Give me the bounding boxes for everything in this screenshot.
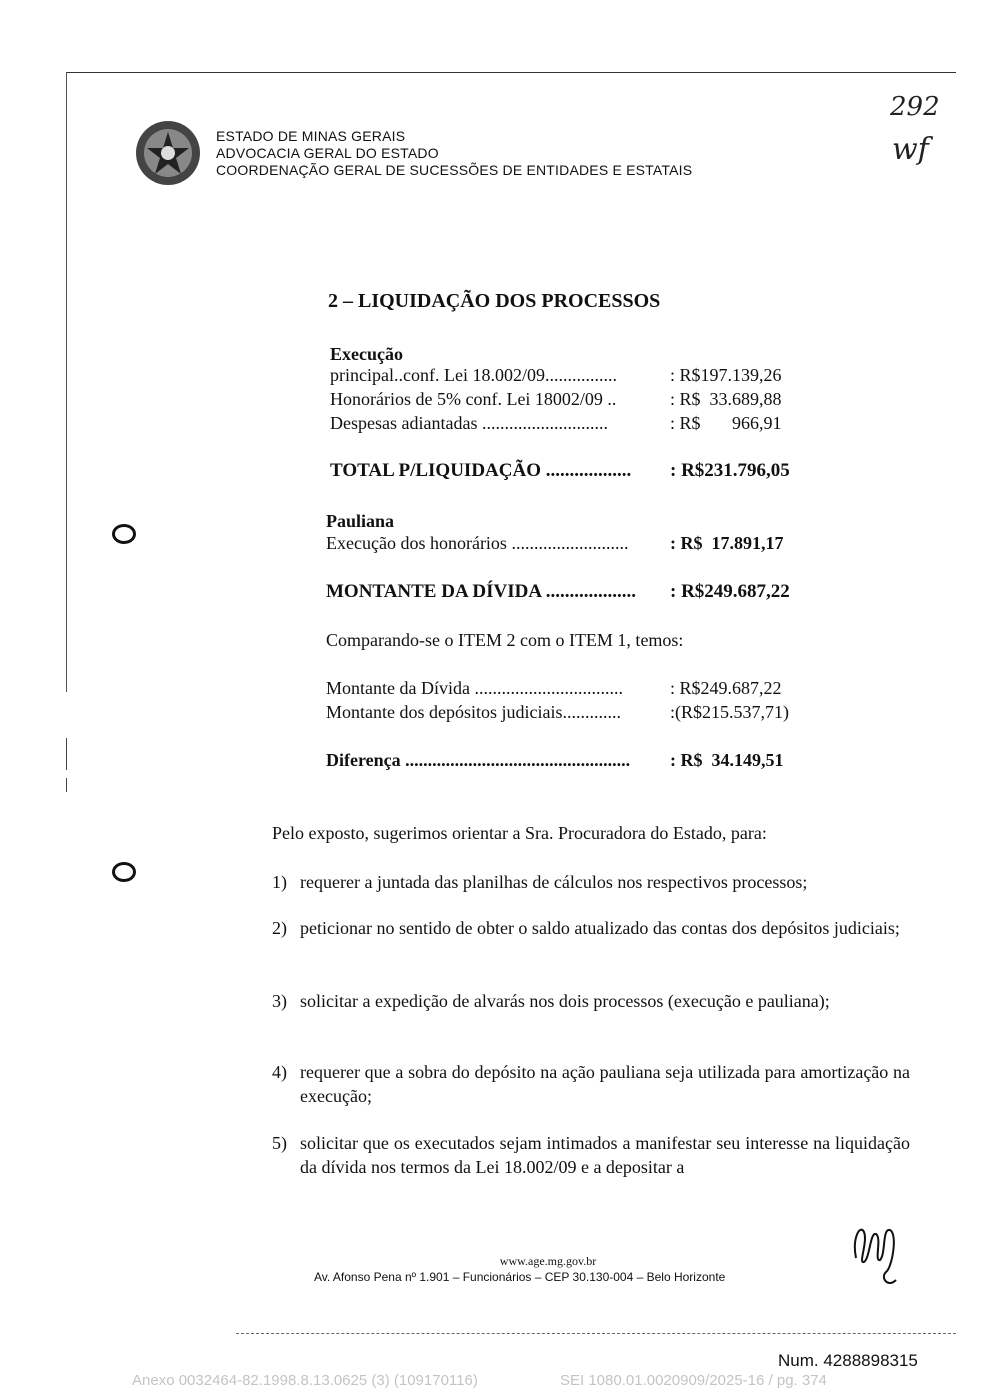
list-item <box>272 1060 910 1108</box>
montante-value: : R$249.687,22 <box>670 581 790 602</box>
handwritten-page-number: 292 <box>890 92 940 122</box>
header-department: COORDENAÇÃO GERAL DE SUCESSÕES DE ENTIDADES E ESTATAIS <box>216 162 693 178</box>
total-label: TOTAL P/LIQUIDAÇÃO .................. <box>330 460 632 481</box>
annex-stamp: Anexo 0032464-82.1998.8.13.0625 (3) (109170116) <box>132 1372 478 1389</box>
comparison-label: Montante da Dívida ................................. <box>326 678 623 698</box>
row-value: : R$ 966,91 <box>670 413 782 433</box>
list-item <box>272 870 910 894</box>
row-label: Despesas adiantadas ............................ <box>330 413 608 433</box>
list-item-number: 3) <box>272 991 287 1011</box>
handwritten-initials: wf <box>892 132 929 167</box>
diferenca-value: : R$ 34.149,51 <box>670 750 784 770</box>
state-seal-icon <box>133 118 203 188</box>
footer-website: www.age.mg.gov.br <box>499 1254 597 1268</box>
bottom-rule <box>236 1333 956 1334</box>
list-item-text: peticionar no sentido de obter o saldo atualizado das contas dos depósitos judiciais; <box>300 918 900 938</box>
left-rule <box>66 72 67 692</box>
total-value: : R$231.796,05 <box>670 460 790 481</box>
diferenca-label: Diferença .................................................. <box>326 750 631 770</box>
document-number: Num. 4288898315 <box>778 1351 918 1370</box>
comparison-intro: Comparando-se o ITEM 2 com o ITEM 1, temos: <box>326 630 684 650</box>
list-item <box>272 1131 910 1179</box>
punch-hole-icon <box>112 862 136 882</box>
list-item-text: requerer a juntada das planilhas de cálculos nos respectivos processos; <box>300 872 808 892</box>
pauliana-label: Execução dos honorários .......................... <box>326 533 629 553</box>
execucao-row <box>330 413 608 434</box>
list-item-text: solicitar que os executados sejam intimados a manifestar seu interesse na liquidação da dívida nos termos da Lei 18.002/09 e a depositar a <box>300 1133 910 1177</box>
comparison-value: :(R$215.537,71) <box>670 702 789 722</box>
signature-icon <box>848 1218 904 1290</box>
footer-address: Av. Afonso Pena nº 1.901 – Funcionários – CEP 30.130-004 – Belo Horizonte <box>314 1270 726 1284</box>
row-value: : R$ 33.689,88 <box>670 389 782 409</box>
list-item <box>272 989 910 1013</box>
row-value: : R$197.139,26 <box>670 365 782 385</box>
top-rule <box>66 72 956 73</box>
list-item-number: 1) <box>272 872 287 892</box>
pauliana-value: : R$ 17.891,17 <box>670 533 784 553</box>
left-tick <box>66 738 67 770</box>
execucao-row <box>330 365 617 386</box>
section-title: 2 – LIQUIDAÇÃO DOS PROCESSOS <box>328 290 661 312</box>
punch-hole-icon <box>112 524 136 544</box>
montante-label: MONTANTE DA DÍVIDA ................... <box>326 581 637 602</box>
list-item-number: 2) <box>272 918 287 938</box>
row-label: principal..conf. Lei 18.002/09................ <box>330 365 617 385</box>
list-item-text: solicitar a expedição de alvarás nos dois processos (execução e pauliana); <box>300 991 830 1011</box>
execucao-row <box>330 389 616 410</box>
body-intro: Pelo exposto, sugerimos orientar a Sra. Procuradora do Estado, para: <box>272 823 767 843</box>
list-item <box>272 916 910 940</box>
left-tick <box>66 778 67 792</box>
comparison-value: : R$249.687,22 <box>670 678 782 698</box>
execucao-heading: Execução <box>330 344 403 364</box>
list-item-number: 5) <box>272 1133 287 1153</box>
header-state: ESTADO DE MINAS GERAIS <box>216 128 406 144</box>
sei-stamp: SEI 1080.01.0020909/2025-16 / pg. 374 <box>560 1372 827 1389</box>
row-label: Honorários de 5% conf. Lei 18002/09 .. <box>330 389 617 409</box>
pauliana-heading: Pauliana <box>326 511 395 531</box>
comparison-label: Montante dos depósitos judiciais............. <box>326 702 621 722</box>
list-item-text: requerer que a sobra do depósito na ação pauliana seja utilizada para amortização na execução; <box>300 1062 910 1106</box>
header-agency: ADVOCACIA GERAL DO ESTADO <box>216 145 439 161</box>
list-item-number: 4) <box>272 1062 287 1082</box>
